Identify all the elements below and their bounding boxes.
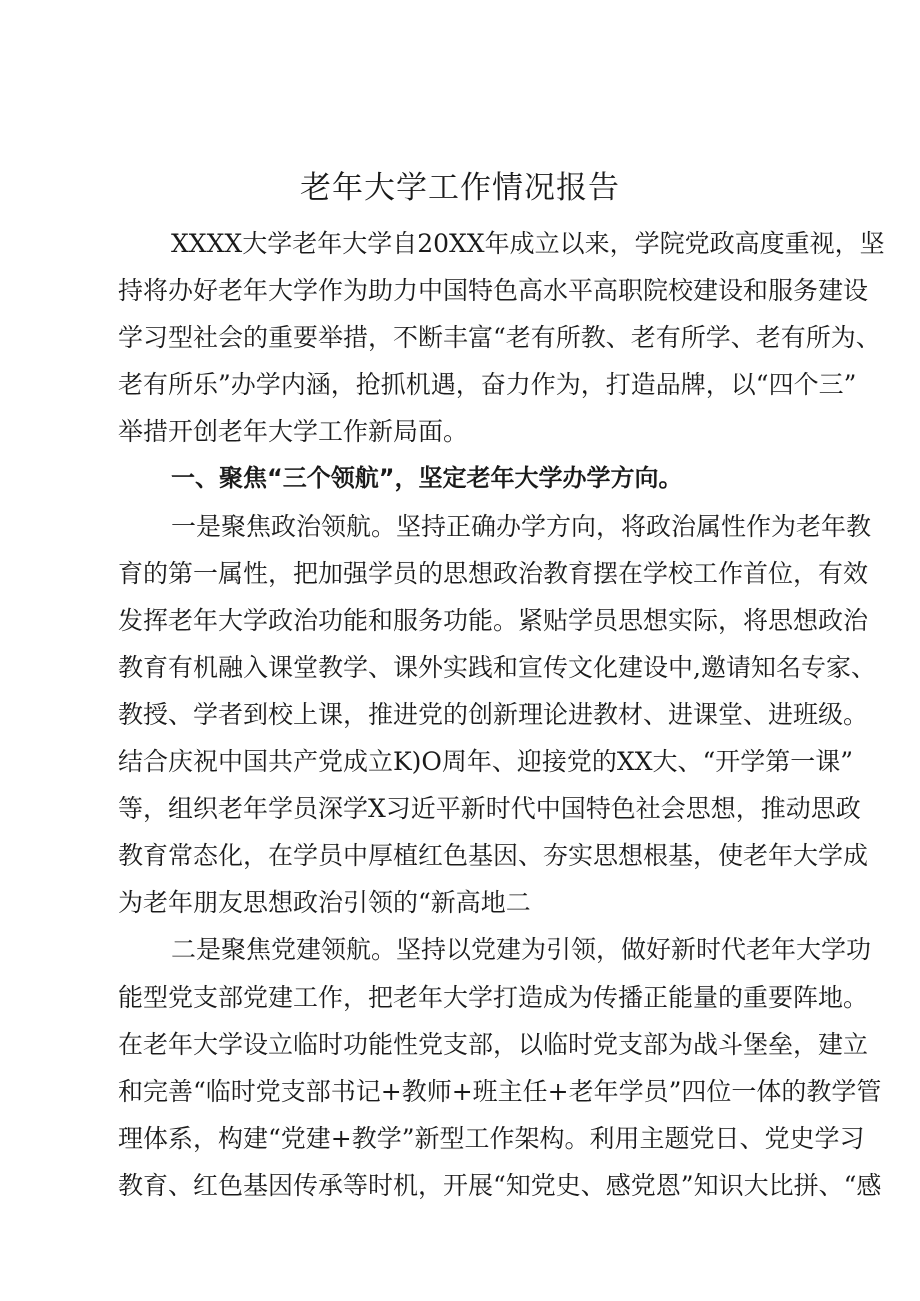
body-line: 发挥老年大学政治功能和服务功能。紧贴学员思想实际，将思想政治 [118,605,869,635]
body-line: 举措开创老年大学工作新局面。 [118,417,469,447]
body-line: 结合庆祝中国共产党成立K)O周年、迎接党的XX大、“开学第一课” [118,747,854,777]
body-line: 二是聚焦党建领航。坚持以党建为引领，做好新时代老年大学功 [171,935,872,965]
body-line: XXXX大学老年大学自20XX年成立以来，学院党政高度重视，坚 [171,229,885,258]
body-line: 老有所乐”办学内涵，抢抓机遇，奋力作为，打造品牌，以“四个三” [118,370,857,400]
document-title: 老年大学工作情况报告 [300,170,620,206]
body-line: 为老年朋友思想政治引领的“新高地二 [118,888,531,918]
body-line: 一是聚焦政治领航。坚持正确办学方向，将政治属性作为老年教 [171,511,872,541]
body-line: 持将办好老年大学作为助力中国特色高水平高职院校建设和服务建设 [118,276,869,306]
body-line: 等，组织老年学员深学X习近平新时代中国特色社会思想，推动思政 [118,794,861,824]
body-line: 育的第一属性，把加强学员的思想政治教育摆在学校工作首位，有效 [118,558,869,588]
body-line: 教育常态化，在学员中厚植红色基因、夯实思想根基，使老年大学成 [118,841,869,871]
body-line: 能型党支部党建工作，把老年大学打造成为传播正能量的重要阵地。 [118,982,869,1012]
document-body [118,220,885,1209]
body-line: 和完善“临时党支部书记+教师+班主任+老年学员”四位一体的教学管 [118,1076,882,1106]
body-line: 理体系，构建“党建+教学”新型工作架构。利用主题党日、党史学习 [118,1123,865,1153]
body-line: 学习型社会的重要举措，不断丰富“老有所教、老有所学、老有所为、 [118,323,881,353]
body-line: 在老年大学设立临时功能性党支部，以临时党支部为战斗堡垒，建立 [118,1029,869,1059]
section-heading: 一、聚焦“三个领航”，坚定老年大学办学方向。 [171,464,683,493]
body-line: 教授、学者到校上课，推进党的创新理论进教材、进课堂、进班级。 [118,699,869,729]
body-line: 教育有机融入课堂教学、课外实践和宣传文化建设中,邀请知名专家、 [118,652,876,682]
body-line: 教育、红色基因传承等时机，开展“知党史、感党恩”知识大比拼、“感 [118,1170,882,1200]
